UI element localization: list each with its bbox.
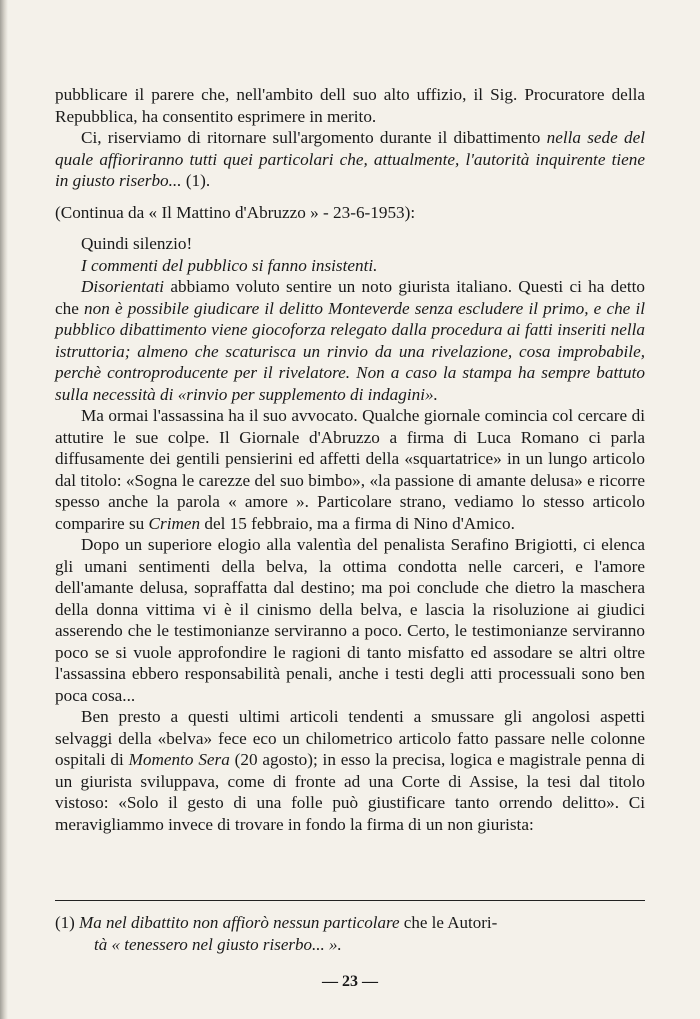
page-number: — 23 — [322, 973, 378, 990]
body-text [55, 84, 645, 835]
italic-text: non è possibile giudicare il delitto Monteverde senza escludere il primo, e che il pubblico dibattimento viene giocoforza relegato dalla procedura ai fatti inseriti nella istruttoria; almeno che scaturisca un rinvio da una rivelazione, cosa improbabile, perchè controproducente per il rivelatore. Non a caso la stampa ha sempre battuto sulla necessità di «rinvio per supplemento di indagini». [55, 298, 646, 404]
footnote-line-2 [55, 934, 645, 956]
italic-text: Momento Sera [128, 750, 230, 769]
text-run: pubblicare il parere che, nell'ambito dell suo alto uffizio, il Sig. Procuratore della Repubblica, ha consentito esprimere in merito. [55, 85, 645, 126]
text-run: abbiamo voluto sentire un noto giurista italiano. Questi ci ha detto che [55, 277, 645, 318]
text-run: Quindi silenzio! [81, 234, 193, 253]
italic-text: Ma nel dibattito non affiorò nessun particolare [79, 913, 400, 932]
footnote [55, 912, 645, 956]
italic-text: Crimen [148, 513, 201, 533]
footnote-rule [55, 900, 645, 901]
paragraph-p9 [55, 706, 645, 835]
paragraph-p8 [55, 534, 645, 706]
paragraph-p1 [55, 84, 645, 127]
paragraph-p4 [55, 233, 645, 255]
italic-text: tà « tenessero nel giusto riserbo... ». [94, 935, 342, 954]
text-run: Dopo un superiore elogio alla valentìa del penalista Serafino Brigiotti, ci elenca gli umani sentimenti della belva, la ottima condotta nelle carceri, e l'amore dell'amante delusa, sopraffatta dal destino; ma poi conclude che dietro la maschera della donna vittima vi è il cinismo della belva, e lascia la risoluzione ai giudici asserendo che le testimonianze serviranno a poco. Certo, le testimonianze serviranno poco se si vuole approfondire le ragioni di tanto misfatto ed assodare se altri oltre l'assassina ebbero responsabilità penali, anche i testi degli atti processuali sono ben poca cosa... [55, 535, 645, 705]
paragraph-p3 [55, 202, 645, 224]
text-run: Ben presto a questi ultimi articoli tendenti a smussare gli angolosi aspetti selvaggi della «belva» fece eco un chilometrico articolo fatto passare nelle colonne ospitali di [55, 707, 645, 769]
italic-text: nella sede del quale affioriranno tutti quei particolari che, attualmente, l'autorità inquirente tiene in giusto riserbo... [55, 128, 646, 190]
page-edge-shadow [0, 0, 8, 1019]
text-run: Ma ormai l'assassina ha il suo avvocato. Qualche giornale comincia col cercare di attutire le sue colpe. Il Giornale d'Abruzzo a firma di Luca Romano ci parla diffusamente dei gentili pensierini ed affetti della «squartatrice» in un lungo articolo dal titolo: «Sogna le carezze del suo bimbo», «la passione di amante delusa» e ricorre spesso anche la parola « amore ». Particolare strano, vediamo lo stesso articolo comparire su [55, 406, 645, 533]
italic-text: I commenti del pubblico si fanno insistenti. [81, 255, 378, 275]
text-run: del 15 febbraio, ma a firma di Nino d'Amico. [200, 513, 515, 533]
text-run: (20 agosto); in esso la precisa, logica e magistrale penna di un giurista sviluppava, come di fronte ad una Corte di Assise, la tesi dal titolo vistoso: «Solo il gesto di una folle può giustificare tanto orrendo delitto». Ci meravigliammo invece di trovare in fondo la firma di un non giurista: [55, 750, 645, 834]
footnote-line-1 [55, 912, 645, 934]
text-run: Ci, riserviamo di ritornare sull'argomento durante il dibattimento [81, 128, 547, 147]
paragraph-p5 [55, 255, 645, 277]
paragraph-p2 [55, 127, 645, 192]
text-run: che le Autori- [399, 913, 498, 932]
italic-text: Disorientati [81, 277, 165, 296]
text-run: (1) [55, 913, 80, 932]
text-run: (1). [181, 171, 211, 190]
paragraph-p6 [55, 276, 645, 405]
text-run: (Continua da « Il Mattino d'Abruzzo » - 23-6-1953): [55, 202, 416, 222]
paragraph-p7 [55, 405, 645, 534]
